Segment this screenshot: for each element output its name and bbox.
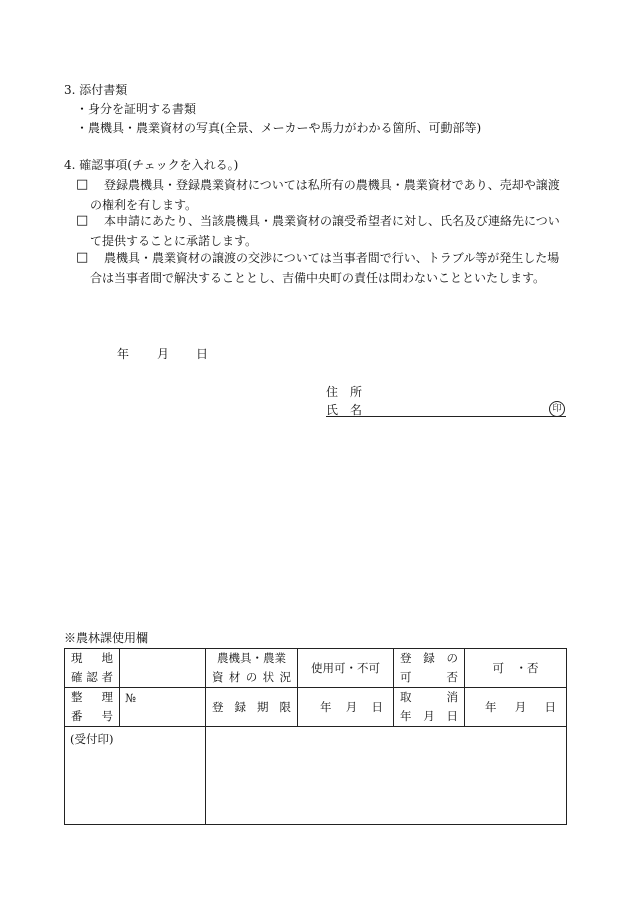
attachments-heading: 3. 添付書類 xyxy=(64,83,128,97)
receipt-stamp-cell: (受付印) xyxy=(65,727,206,825)
yes-no-cell: 可 ・否 xyxy=(465,649,567,688)
reg-period-label-cell: 登 録 期 限 xyxy=(206,688,298,727)
reg-label-cell: 登 録 の 可 否 xyxy=(394,649,465,688)
attachment-item: ・身分を証明する書類 xyxy=(76,102,197,116)
table-row xyxy=(65,649,567,688)
confirm-item-text: 農機具・農業資材の譲渡の交渉については当事者間で行い、トラブル等が発生した場合は当事者間で解決することとし、吉備中央町の責任は問わないことといたします。 xyxy=(90,251,560,285)
confirm-checkbox[interactable]: □ xyxy=(76,250,89,265)
office-use-title: ※農林課使用欄 xyxy=(64,631,149,645)
address-label: 住 所 xyxy=(326,385,363,399)
seal-mark: 印 xyxy=(549,401,565,417)
table-row xyxy=(65,727,567,825)
genchi-label-cell: 現 地 確 認 者 xyxy=(65,649,120,688)
office-use-table xyxy=(64,648,567,825)
reg-period-date-cell[interactable]: 年 月 日 xyxy=(298,688,394,727)
name-underline xyxy=(326,416,566,417)
cancel-label-cell: 取 消 年 月 日 xyxy=(394,688,465,727)
attachment-item: ・農機具・農業資材の写真(全景、メーカーや馬力がわかる箇所、可動部等) xyxy=(76,121,482,135)
confirmations-heading: 4. 確認事項(チェックを入れる。) xyxy=(64,158,239,172)
cancel-date-cell[interactable]: 年 月 日 xyxy=(465,688,567,727)
seiri-label-cell: 整 理 番 号 xyxy=(65,688,120,727)
date-year: 年 xyxy=(117,347,130,361)
number-cell[interactable]: № xyxy=(120,688,206,727)
confirm-item-text: 登録農機具・登録農業資材については私所有の農機具・農業資材であり、売却や譲渡の権利を有します。 xyxy=(90,178,560,212)
notes-cell[interactable] xyxy=(206,727,567,825)
name-label: 氏 名 xyxy=(326,403,363,417)
confirm-checkbox[interactable]: □ xyxy=(76,177,89,192)
confirm-checkbox[interactable]: □ xyxy=(76,213,89,228)
date-day: 日 xyxy=(196,347,209,361)
table-row xyxy=(65,688,567,727)
confirm-item-text: 本申請にあたり、当該農機具・農業資材の譲受希望者に対し、氏名及び連絡先について提供することに承諾します。 xyxy=(90,214,560,248)
date-month: 月 xyxy=(157,347,170,361)
status-label-cell: 農機具・農業 資 材 の 状 況 xyxy=(206,649,298,688)
genchi-value-cell[interactable] xyxy=(120,649,206,688)
usable-cell: 使用可・不可 xyxy=(298,649,394,688)
